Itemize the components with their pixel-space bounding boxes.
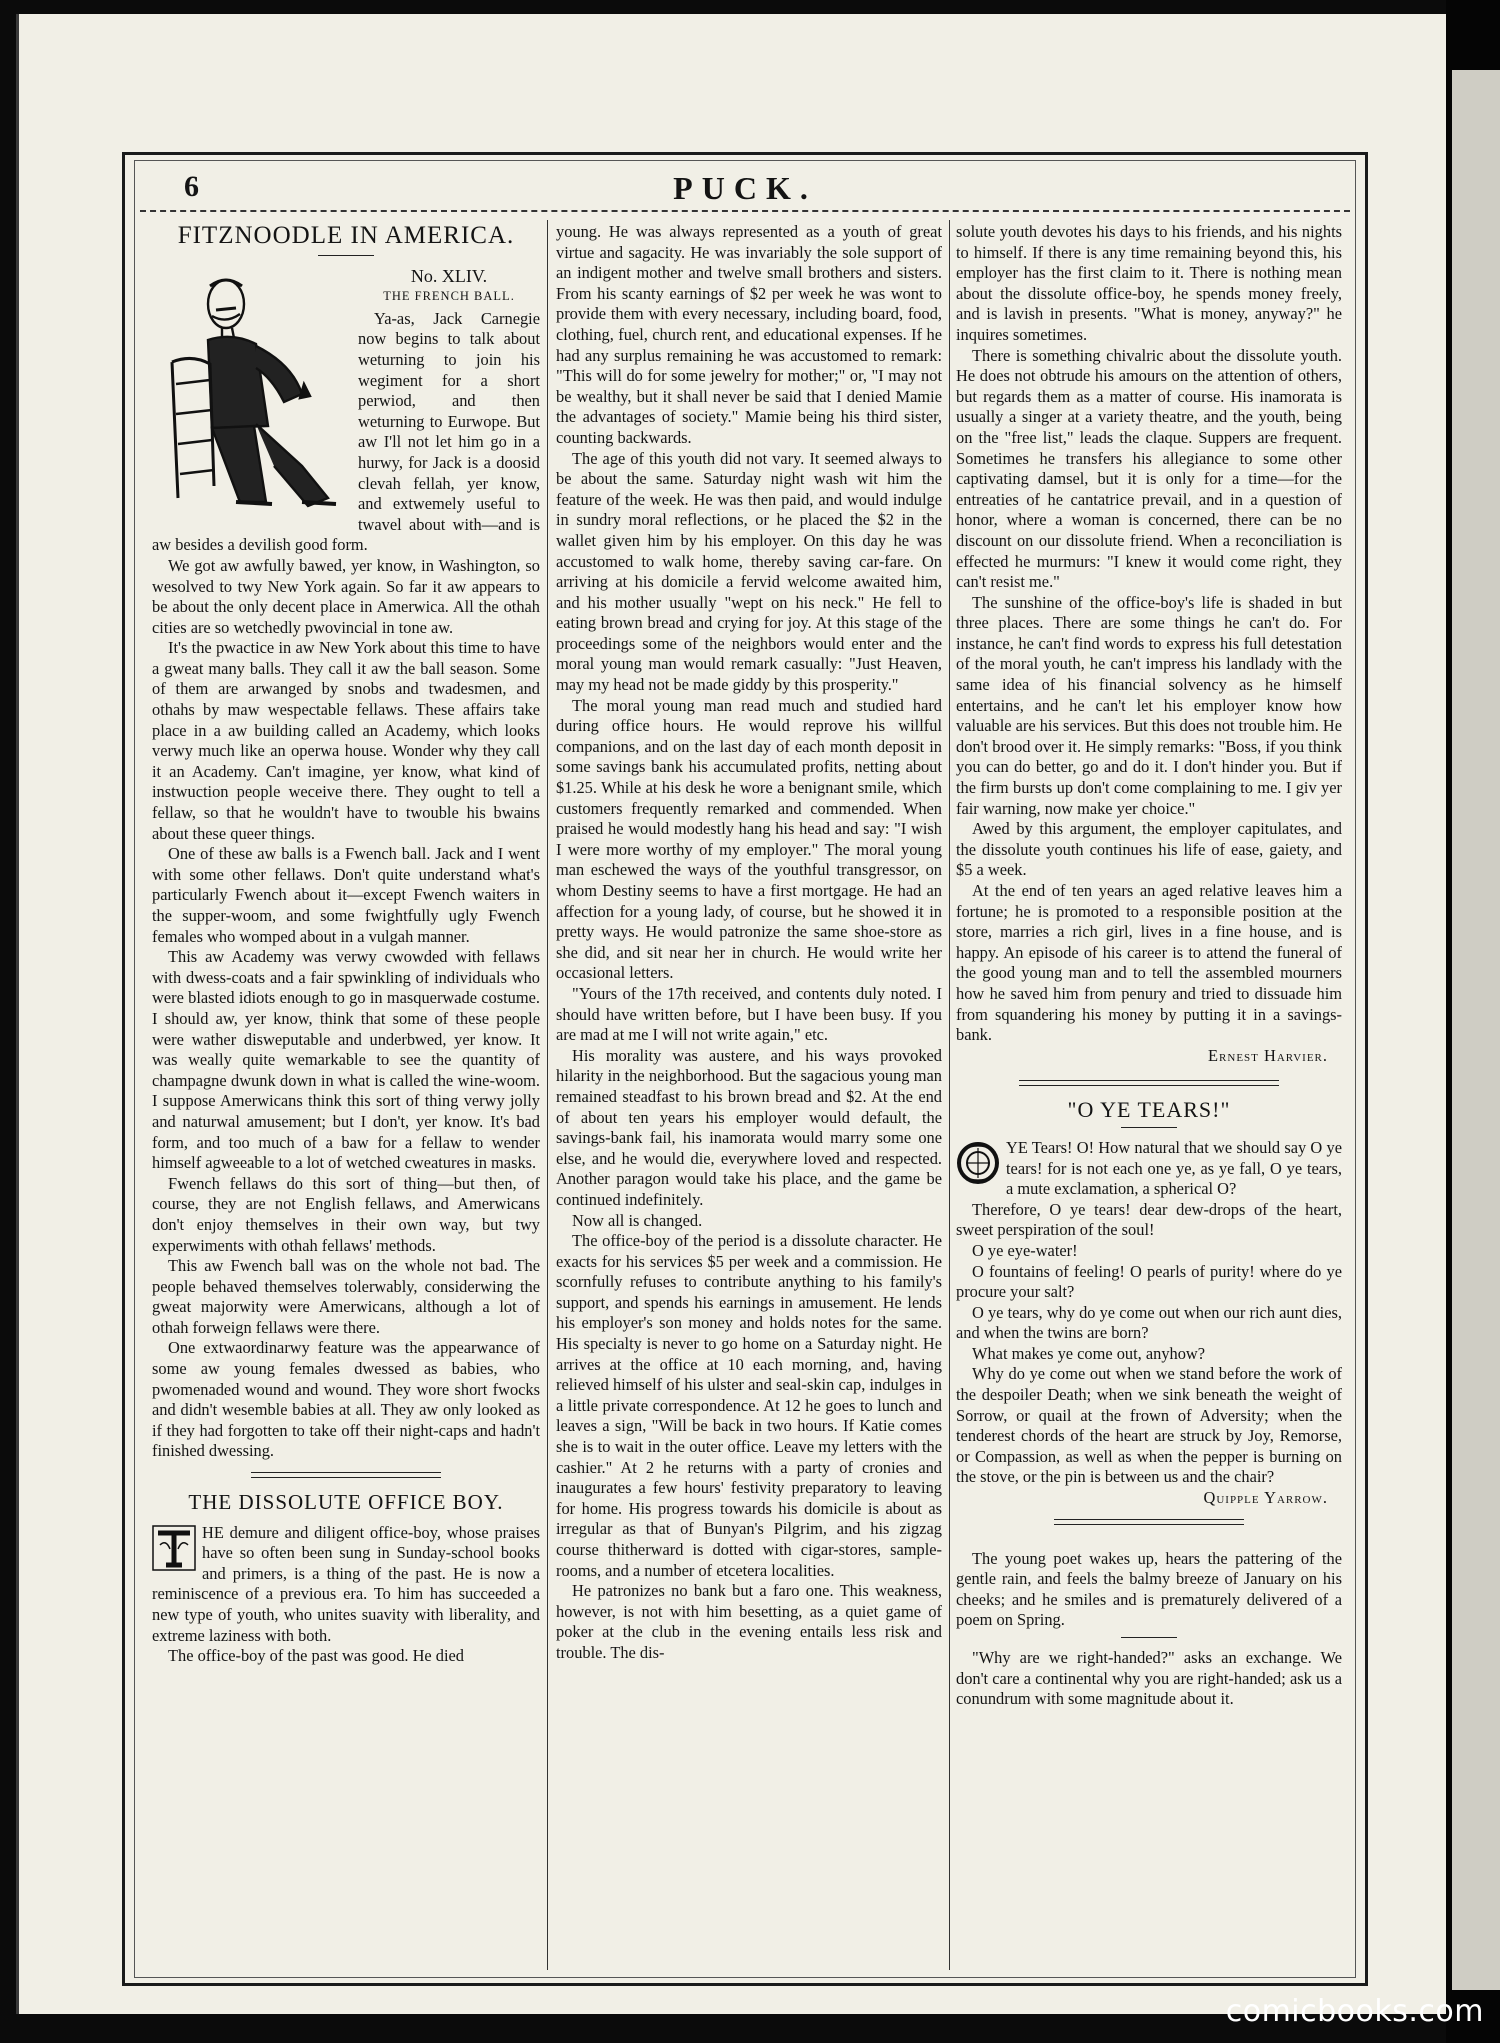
paragraph: At the end of ten years an aged relative leaves him a fortune; he is promoted to a responsible position at the store, marries a rich girl, lives in a fine house, and is happy. An episode of his career is to attend the funeral of the good young man and to tell the assembled mourners how he saved him from penury and tried to dissuade him from squandering his money by putting it in a savings-bank. [956, 881, 1342, 1045]
paragraph: Awed by this argument, the employer capitulates, and the dissolute youth continues his life of ease, gaiety, and $5 a week. [956, 819, 1342, 880]
squib: The young poet wakes up, hears the pattering of the gentle rain, and feels the balmy breeze of January on his cheeks; and he smiles and is prematurely delivered of a poem on Spring. [956, 1548, 1342, 1630]
paragraph: YE Tears! O! How natural that we should say O ye tears! for is not each one ye, as ye fall, O ye tears, a mute exclamation, a spherical O? [1006, 1137, 1342, 1199]
paragraph: What makes ye come out, anyhow? [972, 1343, 1206, 1363]
section-rule [1054, 1519, 1244, 1525]
column-3 [956, 222, 1342, 1710]
paragraph: He patronizes no bank but a faro one. This weakness, however, is not with him besetting, as a quiet game of poker at the club in the evening entails less risk and trouble. The dis- [556, 1581, 942, 1662]
paragraph: The age of this youth did not vary. It seemed always to be about the same. Saturday night wash wit him the feature of the week. He was then paid, and would indulge in sundry moral reflections, or he placed the $2 in the wallet given him by his employer. On this day he was accustomed to walk home, thereby saving car-fare. On arriving at his domicile a fervid welcome awaited him, and his mother usually "wept on his neck." He fell to eating brown bread and crying for joy. At this stage of the proceedings some of the neighbors would enter and the moral young man would remark casually: "Just Heaven, may my head not be made giddy by this prosperity." [556, 448, 942, 695]
masthead: PUCK. [673, 170, 817, 206]
ornamental-o-initial-icon [956, 1140, 1000, 1186]
paragraph: Therefore, O ye tears! dear dew-drops of the heart, sweet perspiration of the soul! [956, 1199, 1342, 1240]
author-signature: Ernest Harvier. [1208, 1045, 1328, 1065]
page-header [140, 170, 1350, 214]
squib-rule [1121, 1637, 1177, 1638]
paragraph: O ye tears, why do ye come out when our rich aunt dies, and when the twins are born? [956, 1302, 1342, 1343]
paragraph: This aw Fwench ball was on the whole not bad. The people behaved themselves tolerwably, considerwing the gweat majorwity were Amerwicans, although a lot of othah forweign fellaws were there. [152, 1256, 540, 1337]
paragraph: His morality was austere, and his ways provoked hilarity in the neighborhood. But the sagacious young man remained steadfast to his brown bread and $2. At the end of about ten years his employer would default, the savings-bank fail, his inamorata would marry some one else, and he would die, everywhere loved and respected. Another paragon would take his place, and the game be continued indefinitely. [556, 1045, 942, 1209]
fitznoodle-title: FITZNOODLE IN AMERICA. [177, 222, 515, 249]
ornamental-t-initial-icon [152, 1525, 196, 1571]
column-1 [152, 222, 540, 1667]
squib: "Why are we right-handed?" asks an exchange. We don't care a continental why you are right-handed; ask us a conundrum with some magnitude about it. [956, 1648, 1342, 1709]
column-rule-1 [547, 220, 548, 1970]
header-rule [140, 210, 1350, 212]
paragraph: "Yours of the 17th received, and contents duly noted. I should have written before, but I have been busy. If you are mad at me I will not write again," etc. [556, 983, 942, 1045]
paragraph: There is something chivalric about the dissolute youth. He does not obtrude his amours on the attention of others, but regards them as a matter of course. His inamorata is usually a singer at a variety theatre, and the youth, being on the "free list," leads the claque. Suppers are frequent. Sometimes he transfers his allegiance to some other captivating damsel, but it is only for a time—for the entreaties of he cantatrice prevail, and in a question of honor, where a woman is concerned, there can be no discount on our dissolute friend. When a reconciliation is effected he murmurs: "I knew it would come right, they can't resist me." [956, 345, 1342, 592]
title-rule [1121, 1127, 1177, 1128]
author-signature: Quipple Yarrow. [1203, 1488, 1328, 1508]
tears-title: "O YE TEARS!" [1067, 1097, 1231, 1123]
section-rule [1019, 1080, 1279, 1086]
paragraph: Why do ye come out when we stand before the work of the despoiler Death; when we sink beneath the weight of Sorrow, or quail at the frown of Adversity; when the tenderest chords of the heart are struck by Joy, Remorse, or Compassion, as well as when the pepper is burning on the stove, or the pin is between us and the chair? [956, 1364, 1342, 1487]
paragraph: We got aw awfully bawed, yer know, in Washington, so wesolved to twy New York again. So far it aw appears to be about the only decent place in Amerwica. All the othah cities are so wetchedly pwovincial in tone aw. [152, 555, 540, 637]
column-rule-2 [949, 220, 950, 1970]
title-rule [318, 255, 374, 256]
paragraph: One extwaordinarwy feature was the appearwance of some aw young females dwessed as babies, who pwomenaded wound and wound. They wore short fwocks and didn't wesemble babies at all. They aw only looked as if they had forgotten to take off their night-caps and hadn't finished dwessing. [152, 1338, 540, 1461]
article-subtitle: THE FRENCH BALL. [383, 289, 515, 304]
paragraph: O ye eye-water! [972, 1240, 1078, 1260]
paragraph: O fountains of feeling! O pearls of purity! where do ye procure your salt? [956, 1261, 1342, 1302]
paragraph: The sunshine of the office-boy's life is shaded in but three places. There are some things he can't do. For instance, he can't find words to express his full detestation of the moral youth, he can't impress his landlady with the same idea of his financial solvency as he himself entertains, and he can't let his employer know how valuable are his services. But this does not trouble him. He don't brood over it. He simply remarks: "Boss, if you think you can do better, go and do it. I don't hinder you. But if the firm bursts up don't come complaining to me. I giv yer fair warning, now make yer choice." [956, 592, 1343, 818]
watermark: comicbooks.com [1225, 1994, 1484, 2029]
section-rule [251, 1472, 441, 1478]
paragraph: solute youth devotes his days to his friends, and his nights to himself. If there is any time remaining beyond this, his employer has the first claim to it. There is nothing mean about the dissolute office-boy, he spends money freely, and is lavish in presents. "What is money, anyway?" he inquires sometimes. [956, 222, 1342, 344]
page-number: 6 [184, 170, 199, 203]
column-2 [556, 222, 942, 1664]
paragraph: This aw Academy was verwy cwowded with fellaws with dwess-coats and a fair spwinkling of individuals who were blasted idiots enough to go in masquerwade costume. I should aw, yer know, think that some of these people were wather disweputable and underbwed, yer know. It was weally quite wemarkable to see the quantity of champagne dwunk down in what is called the wine-woom. I suppose Amerwicans think this sort of thing verwy jolly and naturwal amusement; but I don't, yer know. It's bad form, and too much of a baw for a fellaw to wender himself agweeable to a lot of wetched cweatures in masks. [152, 947, 540, 1173]
paragraph: Fwench fellaws do this sort of thing—but then, of course, they are not English fellaws, and Amerwicans don't enjoy themselves in their own way, but twy experwiments with othah fellaws' methods. [152, 1173, 540, 1255]
paragraph: The moral young man read much and studied hard during office hours. He would reprove his willful companions, and on the last day of each month deposit in some savings bank his accumulated profits, netting about $1.25. While at his desk he wore a benignant smile, which customers frequently remarked and commended. When praised he would modestly hang his head and say: "I wish I were more worthy of my employer." The moral young man eschewed the ways of the youthful transgressor, on whom Destiny seems to have a first mortgage. He had an affection for a young lady, of course, but he showed it in pretty ways. He would patronize the same shoe-store as she did, and sit near her in church. He would write her occasional letters. [556, 695, 942, 983]
office-boy-title: THE DISSOLUTE OFFICE BOY. [188, 1490, 504, 1515]
seated-gentleman-illustration [152, 266, 348, 518]
paragraph: young. He was always represented as a youth of great virtue and sagacity. He was invariably the sole support of an indigent mother and twelve small brothers and sisters. From his scanty earnings of $2 per week he was wont to provide them with every necessary, including board, food, clothing, fuel, church rent, and educational expenses. If he had any surplus remaining he was accustomed to remark: "This will do for some jewelry for mother;" or, "I may not be wealthy, but it shall never be said that I denied Mamie the advantages of society." Mamie being his third sister, counting backwards. [556, 222, 942, 447]
paragraph: The office-boy of the period is a dissolute character. He exacts for his services $5 per week and a commission. He scornfully refuses to contribute anything to his family's support, and spends his earnings in amusement. He lends his employer's son money and holds notes for the same. His specialty is never to go home on a Saturday night. He arrives at the office at 10 each morning, and, having relieved himself of his ulster and seal-skin cap, indulges in a little private correspondence. At 12 he goes to lunch and leaves a sign, "Will be back in two hours. If Katie comes she is to wait in the outer office. Leave my letters with the cashier." At 2 he returns with a party of cronies and inaugurates a few hours' festivity preparatory to leaving for home. His progress towards his domicile is about as irregular as that of Bunyan's Pilgrim, and his zigzag course thitherward is dotted with cigar-stores, sample-rooms, and a number of etcetera localities. [556, 1231, 942, 1580]
paragraph: It's the pwactice in aw New York about this time to have a gweat many balls. They call it aw the ball season. Some of them are arwanged by snobs and twadesmen, and othahs by maw wespectable fellaws. These affairs take place in a aw building called an Academy, which looks verwy much like an operwa house. Wonder why they call it an Academy. Can't imagine, yer know, what kind of instwuction people weceive there. They ought to tell a fellaw, so that he wouldn't have to twouble his bwains about these queer things. [152, 638, 540, 843]
paragraph: HE demure and diligent office-boy, whose praises have so often been sung in Sunday-school books and primers, is a thing of the past. He is now a reminiscence of a previous era. To him has succeeded a new type of youth, who unites suavity with liberality, and extreme laziness with both. [152, 1522, 540, 1645]
paragraph: Now all is changed. [572, 1210, 703, 1230]
paragraph: Ya-as, Jack Carnegie now begins to talk about weturning to join his wegiment for a short perwiod, and then weturning to Eurwope. But aw I'll not let him go in a hurwy, for Jack is a doosid clevah fellah, yer know, and extwemely useful to twavel about with—and is aw besides a devilish good form. [152, 308, 540, 555]
paragraph: One of these aw balls is a Fwench ball. Jack and I went with some other fellaws. Don't quite understand what's particularly Fwench about it—except Fwench waiters in the supper-woom, and some fwightfully ugly Fwench females who womped about in a vulgah manner. [152, 844, 540, 946]
paragraph: The office-boy of the past was good. He died [168, 1646, 465, 1666]
issue-number: No. XLIV. [410, 265, 488, 286]
facing-page-edge [1452, 70, 1500, 1990]
